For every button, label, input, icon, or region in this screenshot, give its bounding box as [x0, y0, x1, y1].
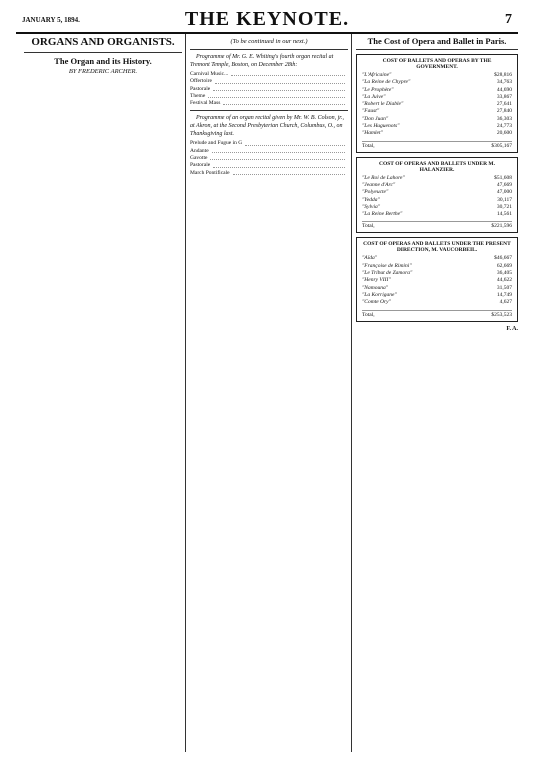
work-title: "Hamlet": [362, 130, 383, 137]
programme-item: Prelude and Fugue in G: [190, 140, 348, 147]
table-row: [362, 292, 512, 299]
divider: [190, 110, 348, 111]
programme-item: Gavotte: [190, 155, 348, 162]
cost-value: 24,773: [496, 123, 512, 130]
table-row: [362, 285, 512, 292]
cost-value: 30,721: [496, 203, 512, 210]
table-row: [362, 211, 512, 218]
cost-table-government: [356, 54, 518, 153]
table-row: [362, 72, 512, 79]
work-title: "Aïda": [362, 255, 378, 262]
cost-value: 27,641: [496, 101, 512, 108]
programme-list: [190, 140, 348, 176]
continued-note: (To be continued in our next.): [230, 38, 308, 45]
column-3: [356, 34, 518, 752]
work-title: "L'Africaine": [362, 72, 392, 78]
publication-title: THE KEYNOTE.: [184, 8, 350, 30]
work-title: "La Korrigane": [362, 291, 397, 298]
work-title: "Françoise de Rimini": [362, 262, 412, 269]
table-total: Total, $305,167: [362, 142, 512, 149]
programme-list: [190, 71, 348, 107]
page-number: 7: [505, 12, 512, 27]
table-heading: COST OF OPERAS AND BALLETS UNDER M. HALANZIER.: [379, 160, 495, 173]
cost-value: 47,000: [496, 189, 512, 196]
cost-value: 44,622: [496, 277, 512, 284]
table-row: [362, 94, 512, 101]
table-row: [362, 175, 512, 182]
cost-value: 62,669: [496, 262, 512, 269]
cost-table-halanzier: [356, 157, 518, 234]
table-rows: [362, 72, 512, 138]
work-title: "Le Roi de Lahore": [362, 174, 405, 181]
table-row: [362, 87, 512, 94]
column-2: [190, 34, 348, 752]
cost-value: $28,816: [494, 72, 512, 78]
table-row: [362, 204, 512, 211]
work-title: "Sylvia": [362, 203, 381, 210]
cost-table-vaucorbeil: [356, 237, 518, 321]
cost-value: 36,303: [496, 115, 512, 122]
table-rows: [362, 175, 512, 219]
column-1: [24, 34, 182, 752]
cost-value: 34,763: [496, 79, 512, 86]
table-row: [362, 182, 512, 189]
work-title: "Yedda": [362, 196, 380, 203]
cost-value: $46,667: [494, 255, 512, 262]
article-byline: BY FREDERIC ARCHER.: [68, 68, 138, 75]
programme-item: Pastorale: [190, 162, 348, 169]
table-total: Total, $221,596: [362, 223, 512, 230]
divider: [24, 52, 182, 53]
article-title: ORGANS AND ORGANISTS.: [31, 36, 175, 48]
table-heading: COST OF BALLETS AND OPERAS BY THE GOVERNMENT.: [382, 58, 492, 70]
programme-item: Offertoire: [190, 78, 348, 85]
cost-value: 33,867: [496, 93, 512, 100]
work-title: "Robert le Diable": [362, 101, 404, 108]
table-total: Total, $253,523: [362, 311, 512, 318]
table-row: [362, 101, 512, 108]
masthead: [16, 6, 518, 34]
work-title: "Jeanne d'Arc": [362, 181, 396, 188]
table-row: [362, 277, 512, 284]
table-row: [362, 79, 512, 86]
cost-value: 36,405: [496, 270, 512, 277]
work-title: "Polyeucte": [362, 189, 389, 196]
work-title: "Henry VIII": [362, 277, 391, 284]
programme-intro: Programme of an organ recital given by Mr. W. B. Colson, jr., at Akron, at the Second Presbyterian Church, Columbus, O., on Thanksgiving last.: [190, 115, 344, 138]
table-row: [362, 263, 512, 270]
table-row: [362, 108, 512, 115]
cost-value: 44,690: [496, 86, 512, 93]
cost-value: 31,507: [496, 284, 512, 291]
cost-value: 14,561: [496, 211, 512, 218]
column-rule-2: [351, 34, 352, 752]
article-signature: F. A.: [506, 325, 518, 332]
work-title: "Don Juan": [362, 115, 389, 122]
table-row: [362, 116, 512, 123]
programme-item: Andante: [190, 148, 348, 155]
column-rule-1: [185, 34, 186, 752]
cost-value: 27,840: [496, 108, 512, 115]
work-title: "Le Prophète": [362, 86, 394, 93]
issue-date: JANUARY 5, 1894.: [22, 16, 80, 24]
work-title: "La Reine Berthe": [362, 211, 403, 218]
cost-value: 4,627: [499, 299, 512, 306]
work-title: "Le Tribut de Zamora": [362, 270, 413, 277]
table-row: [362, 270, 512, 277]
cost-value: 20,600: [496, 130, 512, 137]
programme-item: Theme: [190, 93, 348, 100]
work-title: "Faust": [362, 108, 380, 115]
cost-value: 30,117: [497, 196, 512, 203]
table-row: [362, 123, 512, 130]
table-row: [362, 197, 512, 204]
article-title: The Cost of Opera and Ballet in Paris.: [367, 36, 507, 46]
programme-item: March Pontificale: [190, 170, 348, 177]
cost-value: 47,669: [496, 181, 512, 188]
work-title: "Comte Ory": [362, 299, 391, 306]
article-subtitle: The Organ and its History.: [54, 56, 152, 66]
work-title: "Namouna": [362, 284, 389, 291]
table-row: [362, 255, 512, 262]
cost-value: $51,608: [494, 174, 512, 181]
programme-item: Carnival Music...: [190, 71, 348, 78]
table-row: [362, 130, 512, 137]
table-row: [362, 299, 512, 306]
divider: [190, 49, 348, 50]
work-title: "La Reine de Chypre": [362, 79, 411, 86]
table-rows: [362, 255, 512, 306]
work-title: "La Juive": [362, 93, 386, 100]
programme-item: Pastorale: [190, 86, 348, 93]
work-title: "Les Huguenots": [362, 123, 400, 130]
programme-item: Festival Mass: [190, 100, 348, 107]
programme-intro: Programme of Mr. G. E. Whiting's fourth organ recital at Tremont Temple, Boston, on December 28th:: [190, 54, 334, 68]
table-row: [362, 189, 512, 196]
table-heading: COST OF OPERAS AND BALLETS UNDER THE PRESENT DIRECTION, M. VAUCORBEIL.: [363, 241, 511, 254]
divider: [356, 49, 518, 50]
cost-value: 14,749: [496, 291, 512, 298]
